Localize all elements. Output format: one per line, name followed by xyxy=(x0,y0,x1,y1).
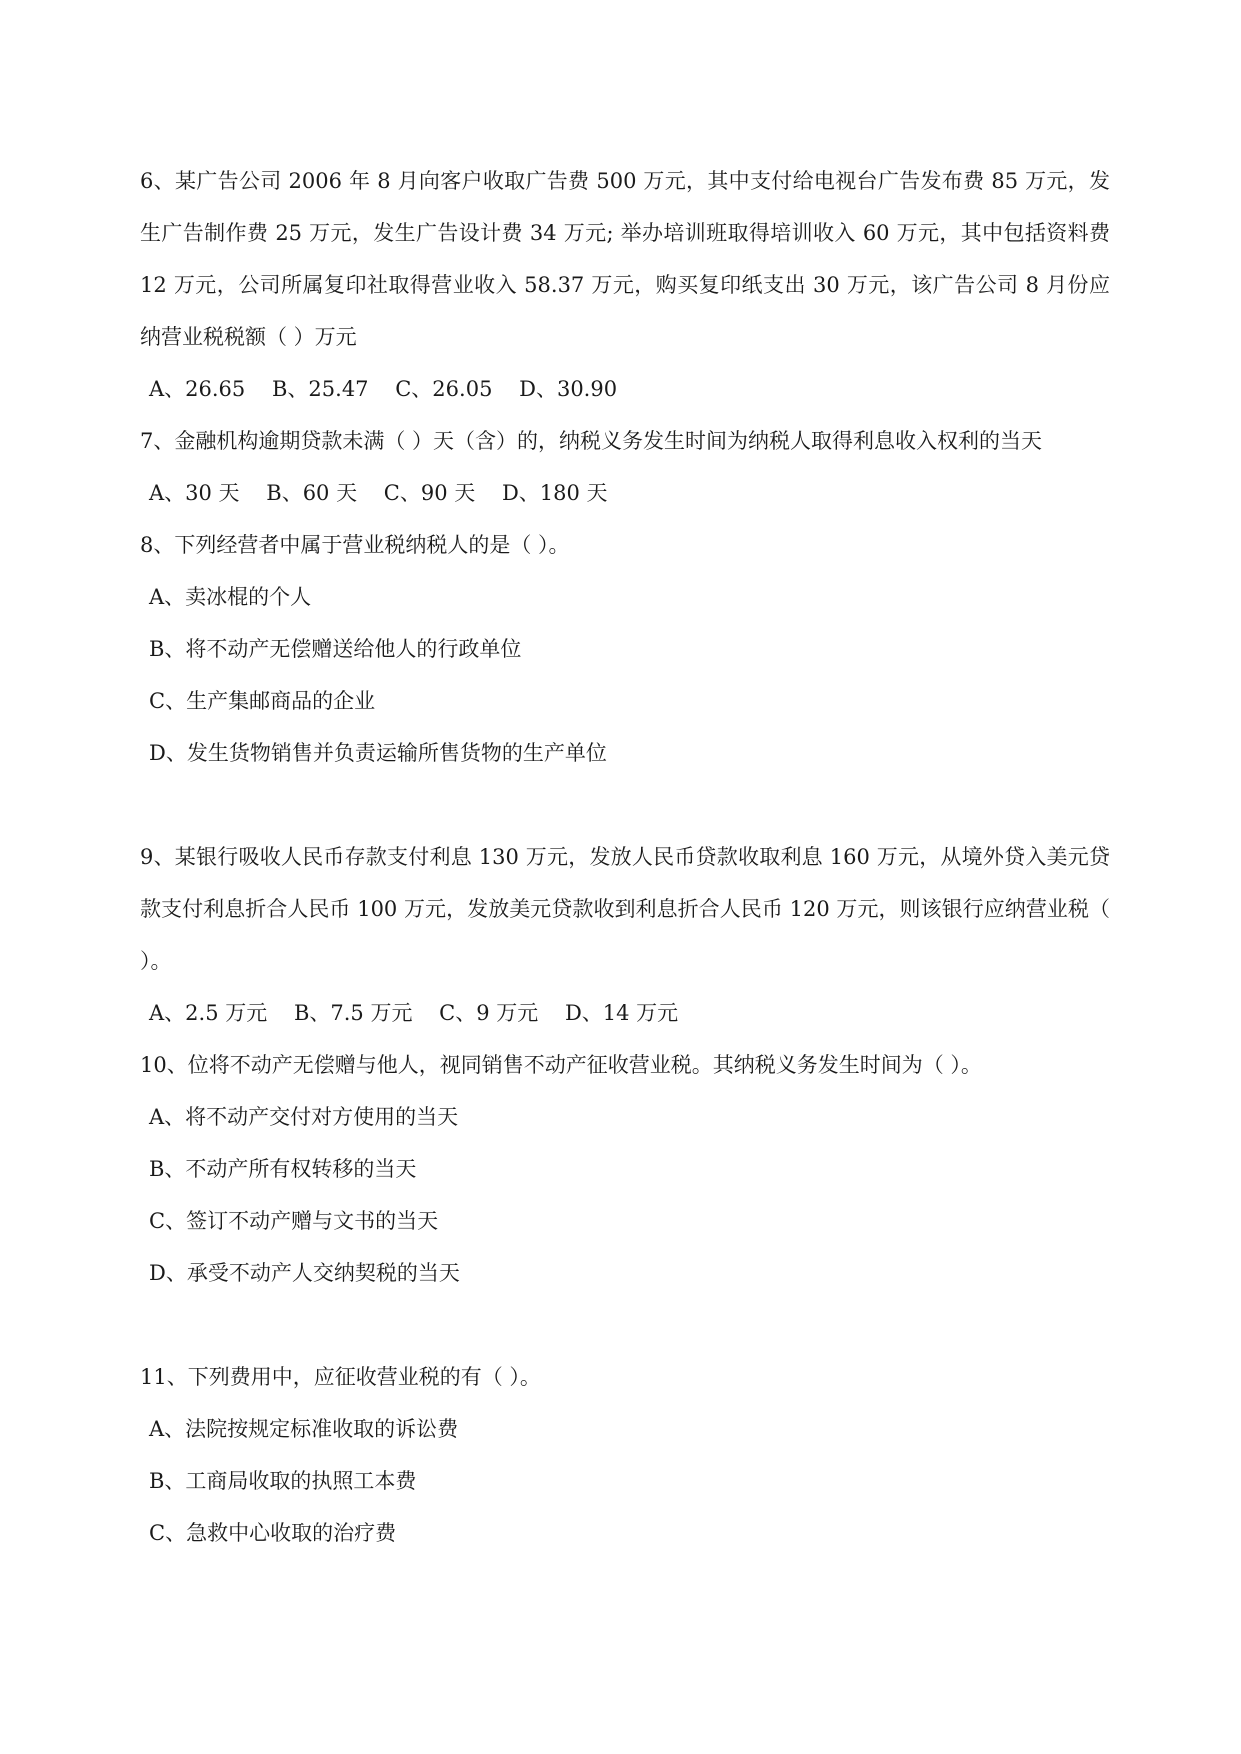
spacer xyxy=(140,1299,1110,1351)
answer-option-b: B、工商局收取的执照工本费 xyxy=(149,1469,417,1493)
answer-options: A、26.65 B、25.47 C、26.05 D、30.90 xyxy=(149,377,618,401)
answer-option-a: A、卖冰棍的个人 xyxy=(149,585,312,609)
answer-option-b: B、将不动产无偿赠送给他人的行政单位 xyxy=(149,637,522,661)
question-6 xyxy=(140,155,1110,415)
question-text: 9、某银行吸收人民币存款支付利息 130 万元，发放人民币贷款收取利息 160 万元，从境外贷入美元贷款支付利息折合人民币 100 万元，发放美元贷款收到利息折合人民币 120 万元，则该银行应纳营业税（ ）。 xyxy=(140,845,1110,973)
question-10 xyxy=(140,1039,1110,1299)
answer-options: A、2.5 万元 B、7.5 万元 C、9 万元 D、14 万元 xyxy=(149,1001,679,1025)
answer-option-a: A、法院按规定标准收取的诉讼费 xyxy=(149,1417,459,1441)
question-7 xyxy=(140,415,1110,519)
question-8 xyxy=(140,519,1110,779)
question-text: 8、下列经营者中属于营业税纳税人的是（ ）。 xyxy=(140,533,570,557)
question-text: 10、位将不动产无偿赠与他人，视同销售不动产征收营业税。其纳税义务发生时间为（ ）。 xyxy=(140,1053,982,1077)
answer-options: A、30 天 B、60 天 C、90 天 D、180 天 xyxy=(149,481,608,505)
question-text: 11、下列费用中，应征收营业税的有（ ）。 xyxy=(140,1365,541,1389)
question-11 xyxy=(140,1351,1110,1559)
document-page xyxy=(140,155,1110,1559)
answer-option-d: D、承受不动产人交纳契税的当天 xyxy=(149,1261,460,1285)
question-9 xyxy=(140,831,1110,1039)
answer-option-d: D、发生货物销售并负责运输所售货物的生产单位 xyxy=(149,741,607,765)
answer-option-c: C、急救中心收取的治疗费 xyxy=(149,1521,397,1545)
question-text: 6、某广告公司 2006 年 8 月向客户收取广告费 500 万元，其中支付给电视台广告发布费 85 万元，发生广告制作费 25 万元，发生广告设计费 34 万元; 举办培训班取得培训收入 60 万元，其中包括资料费 12 万元，公司所属复印社取得营业收入 58.37 万元，购买复印纸支出 30 万元，该广告公司 8 月份应纳营业税税额（ ）万元 xyxy=(140,169,1110,349)
answer-option-b: B、不动产所有权转移的当天 xyxy=(149,1157,417,1181)
question-text: 7、金融机构逾期贷款未满（ ）天（含）的，纳税义务发生时间为纳税人取得利息收入权利的当天 xyxy=(140,429,1043,453)
answer-option-a: A、将不动产交付对方使用的当天 xyxy=(149,1105,459,1129)
spacer xyxy=(140,779,1110,831)
answer-option-c: C、生产集邮商品的企业 xyxy=(149,689,376,713)
answer-option-c: C、签订不动产赠与文书的当天 xyxy=(149,1209,439,1233)
